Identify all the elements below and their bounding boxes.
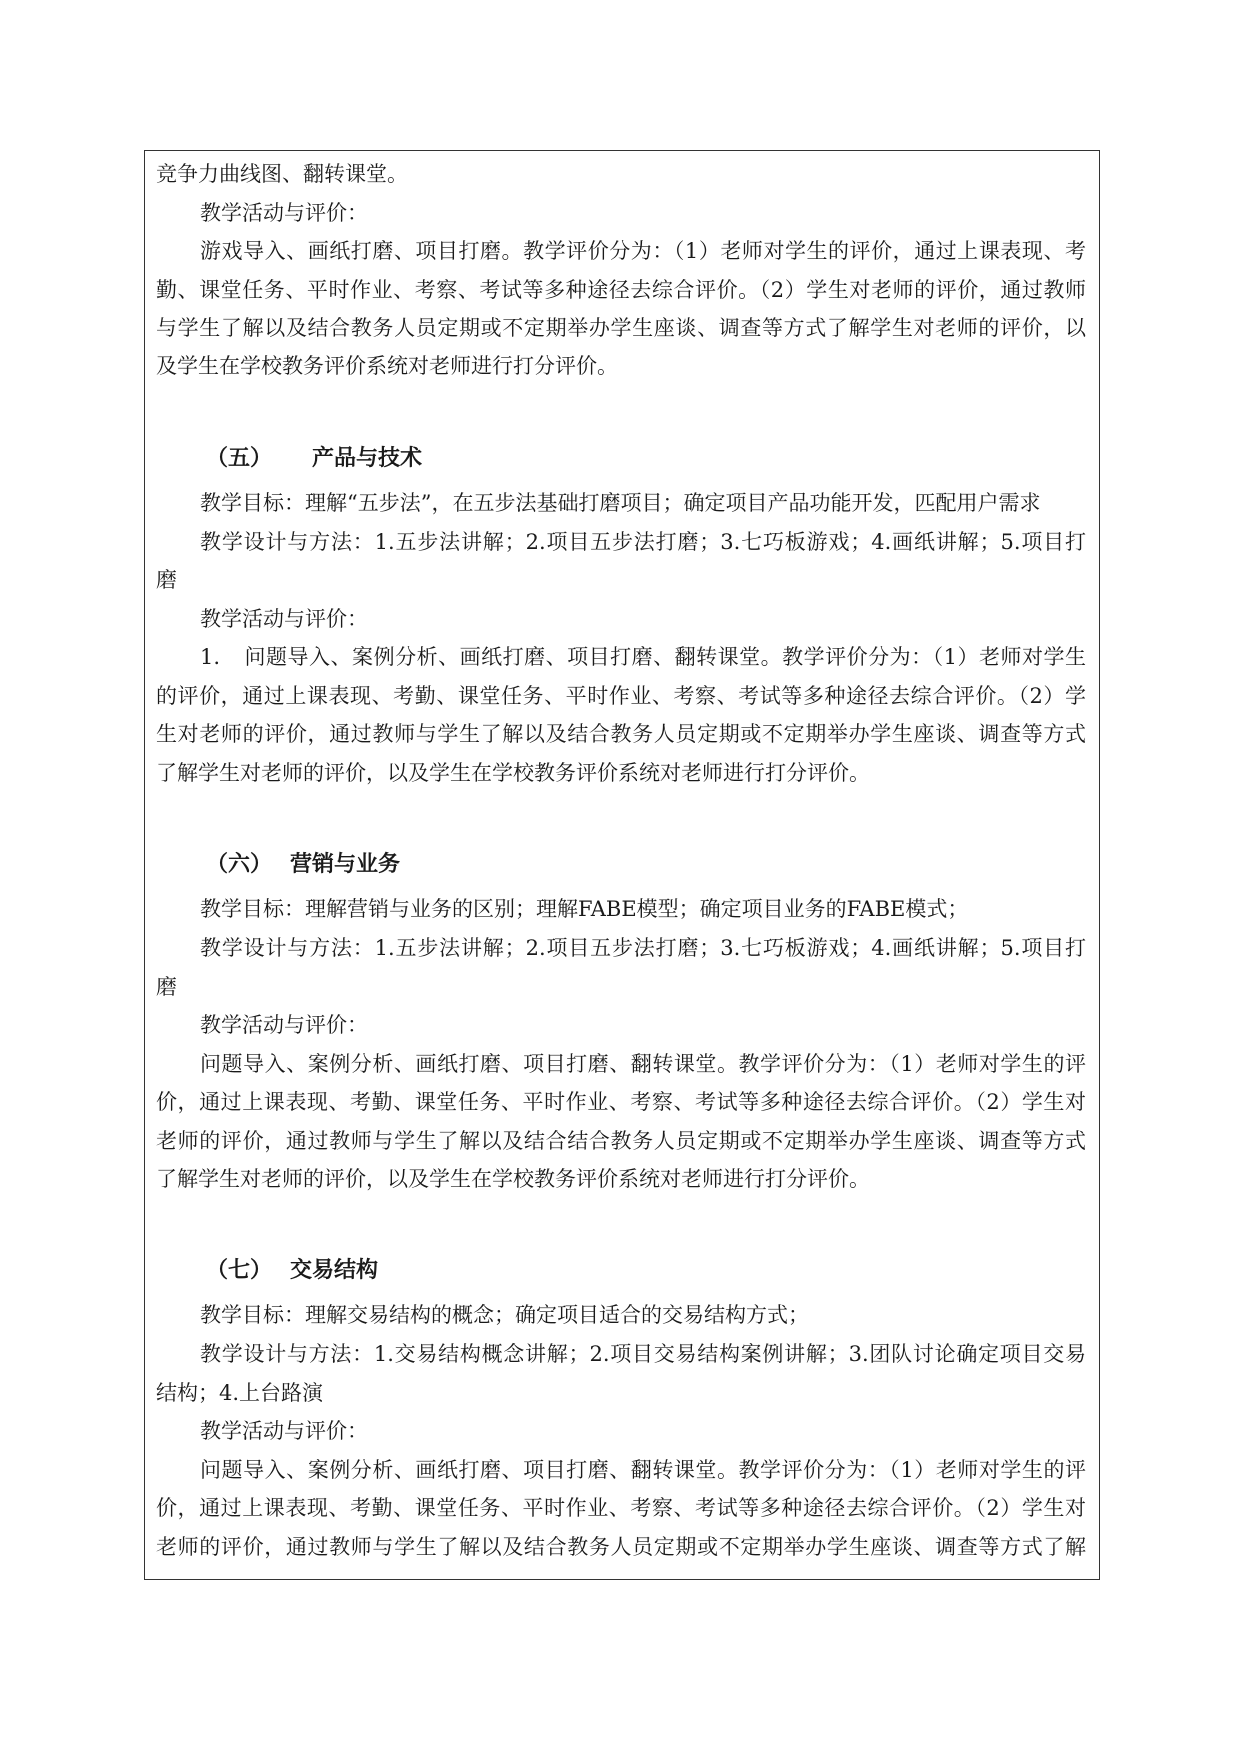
- sec5-heading: [206, 445, 422, 473]
- sec6-paragraph-line-1: 问题导入、案例分析、画纸打磨、项目打磨、翻转课堂。教学评价分为：（1）老师对学生的评: [200, 1052, 1086, 1076]
- sec5-activity-label: 教学活动与评价：: [200, 607, 368, 631]
- sec5-paragraph-line-3: 生对老师的评价，通过教师与学生了解以及结合教务人员定期或不定期举办学生座谈、调查等方式: [156, 722, 1086, 746]
- sec5-paragraph-line-1: [200, 643, 1086, 671]
- sec7-heading-title: 交易结构: [290, 1258, 379, 1283]
- sec5-list-number: 1.: [200, 645, 221, 669]
- sec7-paragraph-line-2: 价，通过上课表现、考勤、课堂任务、平时作业、考察、考试等多种途径去综合评价。（2）学生对: [156, 1496, 1086, 1520]
- sec7-heading: [206, 1257, 378, 1285]
- sec7-design-line-1: 教学设计与方法：1.交易结构概念讲解；2.项目交易结构案例讲解；3.团队讨论确定项目交易: [200, 1342, 1086, 1366]
- sec7-goal: 教学目标：理解交易结构的概念；确定项目适合的交易结构方式；: [200, 1303, 809, 1327]
- sec6-paragraph-line-4: 了解学生对老师的评价，以及学生在学校教务评价系统对老师进行打分评价。: [156, 1167, 870, 1191]
- sec4-paragraph-line-4: 及学生在学校教务评价系统对老师进行打分评价。: [156, 354, 618, 378]
- sec6-paragraph-line-3: 老师的评价，通过教师与学生了解以及结合结合教务人员定期或不定期举办学生座谈、调查等方式: [156, 1129, 1086, 1153]
- sec7-design-line-2: 结构；4.上台路演: [156, 1381, 324, 1405]
- sec7-activity-label: 教学活动与评价：: [200, 1419, 368, 1443]
- sec6-heading-number: （六）: [206, 852, 273, 877]
- sec5-paragraph-line-2: 的评价，通过上课表现、考勤、课堂任务、平时作业、考察、考试等多种途径去综合评价。（2）学: [156, 684, 1086, 708]
- sec6-design-line-2: 磨: [156, 975, 177, 999]
- sec6-activity-label: 教学活动与评价：: [200, 1013, 368, 1037]
- sec6-design-line-1: 教学设计与方法：1.五步法讲解；2.项目五步法打磨；3.七巧板游戏；4.画纸讲解；5.项目打: [200, 936, 1086, 960]
- sec6-goal: 教学目标：理解营销与业务的区别；理解FABE模型；确定项目业务的FABE模式；: [200, 897, 969, 921]
- sec5-design-line-2: 磨: [156, 568, 177, 592]
- sec5-goal: 教学目标：理解“五步法”，在五步法基础打磨项目；确定项目产品功能开发，匹配用户需求: [200, 491, 1041, 515]
- sec4-paragraph-line-2: 勤、课堂任务、平时作业、考察、考试等多种途径去综合评价。（2）学生对老师的评价，通过教师: [156, 278, 1086, 302]
- sec7-heading-number: （七）: [206, 1258, 273, 1283]
- sec6-heading-title: 营销与业务: [290, 852, 401, 877]
- sec6-paragraph-line-2: 价，通过上课表现、考勤、课堂任务、平时作业、考察、考试等多种途径去综合评价。（2）学生对: [156, 1090, 1086, 1114]
- sec4-paragraph-line-3: 与学生了解以及结合教务人员定期或不定期举办学生座谈、调查等方式了解学生对老师的评价，以: [156, 316, 1086, 340]
- sec6-heading: [206, 851, 400, 879]
- sec4-line-1: 竞争力曲线图、翻转课堂。: [156, 162, 408, 186]
- sec5-paragraph-line-4: 了解学生对老师的评价，以及学生在学校教务评价系统对老师进行打分评价。: [156, 761, 870, 785]
- sec5-list-text: 问题导入、案例分析、画纸打磨、项目打磨、翻转课堂。教学评价分为：（1）老师对学生: [244, 645, 1086, 669]
- sec5-heading-title: 产品与技术: [312, 446, 423, 471]
- sec7-paragraph-line-1: 问题导入、案例分析、画纸打磨、项目打磨、翻转课堂。教学评价分为：（1）老师对学生的评: [200, 1458, 1086, 1482]
- sec5-heading-number: （五）: [206, 446, 273, 471]
- sec7-paragraph-line-3: 老师的评价，通过教师与学生了解以及结合教务人员定期或不定期举办学生座谈、调查等方式了解: [156, 1535, 1086, 1559]
- sec5-design-line-1: 教学设计与方法：1.五步法讲解；2.项目五步法打磨；3.七巧板游戏；4.画纸讲解；5.项目打: [200, 530, 1086, 554]
- sec4-activity-label: 教学活动与评价：: [200, 201, 368, 225]
- sec4-paragraph-line-1: 游戏导入、画纸打磨、项目打磨。教学评价分为：（1）老师对学生的评价，通过上课表现、考: [200, 239, 1086, 263]
